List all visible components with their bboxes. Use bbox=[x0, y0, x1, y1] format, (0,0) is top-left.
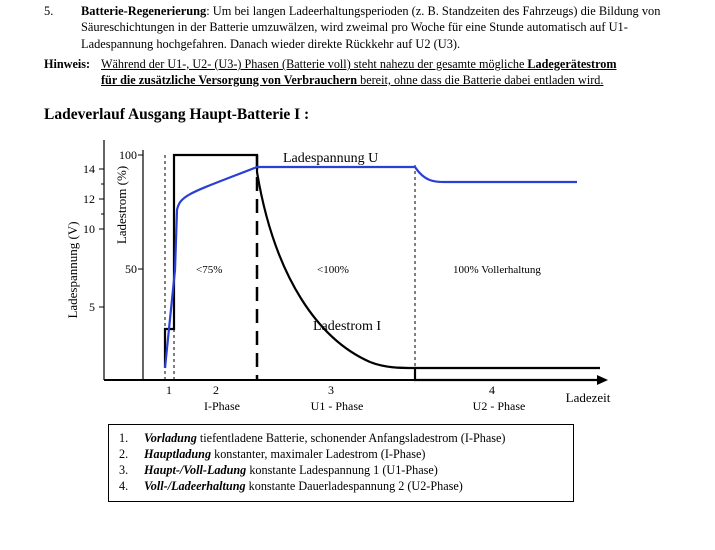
hinweis-label: Hinweis: bbox=[44, 57, 91, 71]
pct-tick-50: 50 bbox=[125, 262, 137, 276]
v-tick-5: 5 bbox=[89, 300, 95, 314]
voltage-curve-label: Ladespannung U bbox=[283, 151, 379, 166]
zone-label-3: 100% Vollerhaltung bbox=[453, 264, 541, 276]
charging-curve-diagram bbox=[0, 130, 715, 420]
hinweis-text bbox=[101, 56, 681, 88]
hinweis-text-end: bereit, ohne dass die Batterie dabei entladen wird. bbox=[357, 73, 604, 87]
legend-item bbox=[119, 430, 505, 446]
legend-item bbox=[119, 446, 505, 462]
legend-desc: konstante Ladespannung 1 (U1-Phase) bbox=[246, 463, 438, 477]
chart-heading: Ladeverlauf Ausgang Haupt-Batterie I : bbox=[44, 106, 310, 123]
phase-name-i: I-Phase bbox=[204, 399, 240, 413]
legend-desc: tiefentladene Batterie, schonender Anfangsladestrom (I-Phase) bbox=[196, 431, 506, 445]
legend-term: Voll-/Ladeerhaltung bbox=[144, 479, 246, 493]
v-tick-10: 10 bbox=[83, 222, 95, 236]
x-axis-label: Ladezeit bbox=[565, 390, 611, 405]
legend-term: Hauptladung bbox=[144, 447, 212, 461]
y-axis-current-label: Ladestrom (%) bbox=[114, 165, 129, 245]
zone-label-1: <75% bbox=[196, 264, 223, 276]
section-number: 5. bbox=[44, 4, 54, 18]
legend-item bbox=[119, 462, 505, 478]
zone-label-2: <100% bbox=[317, 264, 349, 276]
legend-item bbox=[119, 478, 505, 494]
legend-number: 3. bbox=[119, 463, 129, 477]
legend-number: 4. bbox=[119, 479, 129, 493]
legend-number: 2. bbox=[119, 447, 129, 461]
legend-term: Vorladung bbox=[144, 431, 197, 445]
section-title: Batterie-Regenerierung bbox=[81, 4, 207, 18]
pct-tick-100: 100 bbox=[119, 148, 137, 162]
legend-term: Haupt-/Voll-Ladung bbox=[144, 463, 247, 477]
phase-number-3: 3 bbox=[328, 383, 334, 397]
voltage-ticks bbox=[99, 169, 104, 307]
y-axis-voltage-label: Ladespannung (V) bbox=[65, 221, 80, 319]
phase-number-2: 2 bbox=[213, 383, 219, 397]
v-tick-12: 12 bbox=[83, 192, 95, 206]
legend-number: 1. bbox=[119, 431, 129, 445]
legend-desc: konstanter, maximaler Ladestrom (I-Phase) bbox=[211, 447, 426, 461]
hinweis-text-part: Während der U1-, U2- (U3-) Phasen (Batterie voll) steht nahezu der gesamte mögliche bbox=[101, 57, 528, 71]
phase-number-1: 1 bbox=[166, 383, 172, 397]
hinweis-bold-2: für die zusätzliche Versorgung von Verbrauchern bbox=[101, 73, 358, 87]
section-body: : Um bei langen Ladeerhaltungsperioden (z. B. Standzeiten des Fahrzeugs) die Bildung von Säureschichtungen in der Batterie umzuwälzen, wird zweimal pro Woche für eine Stunde automatisch auf U1-Ladespannung hochgefahren. Danach wieder direkte Rückkehr auf U2 (U3). bbox=[81, 4, 661, 51]
section-text bbox=[81, 3, 681, 52]
legend-desc: konstante Dauerladespannung 2 (U2-Phase) bbox=[245, 479, 463, 493]
phase-name-u1: U1 - Phase bbox=[310, 399, 364, 413]
phase-name-u2: U2 - Phase bbox=[472, 399, 526, 413]
current-curve-label: Ladestrom I bbox=[313, 319, 382, 334]
hinweis-bold-1: Ladegerätestrom bbox=[527, 57, 617, 71]
phase-number-4: 4 bbox=[489, 383, 495, 397]
v-tick-14: 14 bbox=[83, 162, 95, 176]
phase-legend bbox=[108, 424, 574, 502]
